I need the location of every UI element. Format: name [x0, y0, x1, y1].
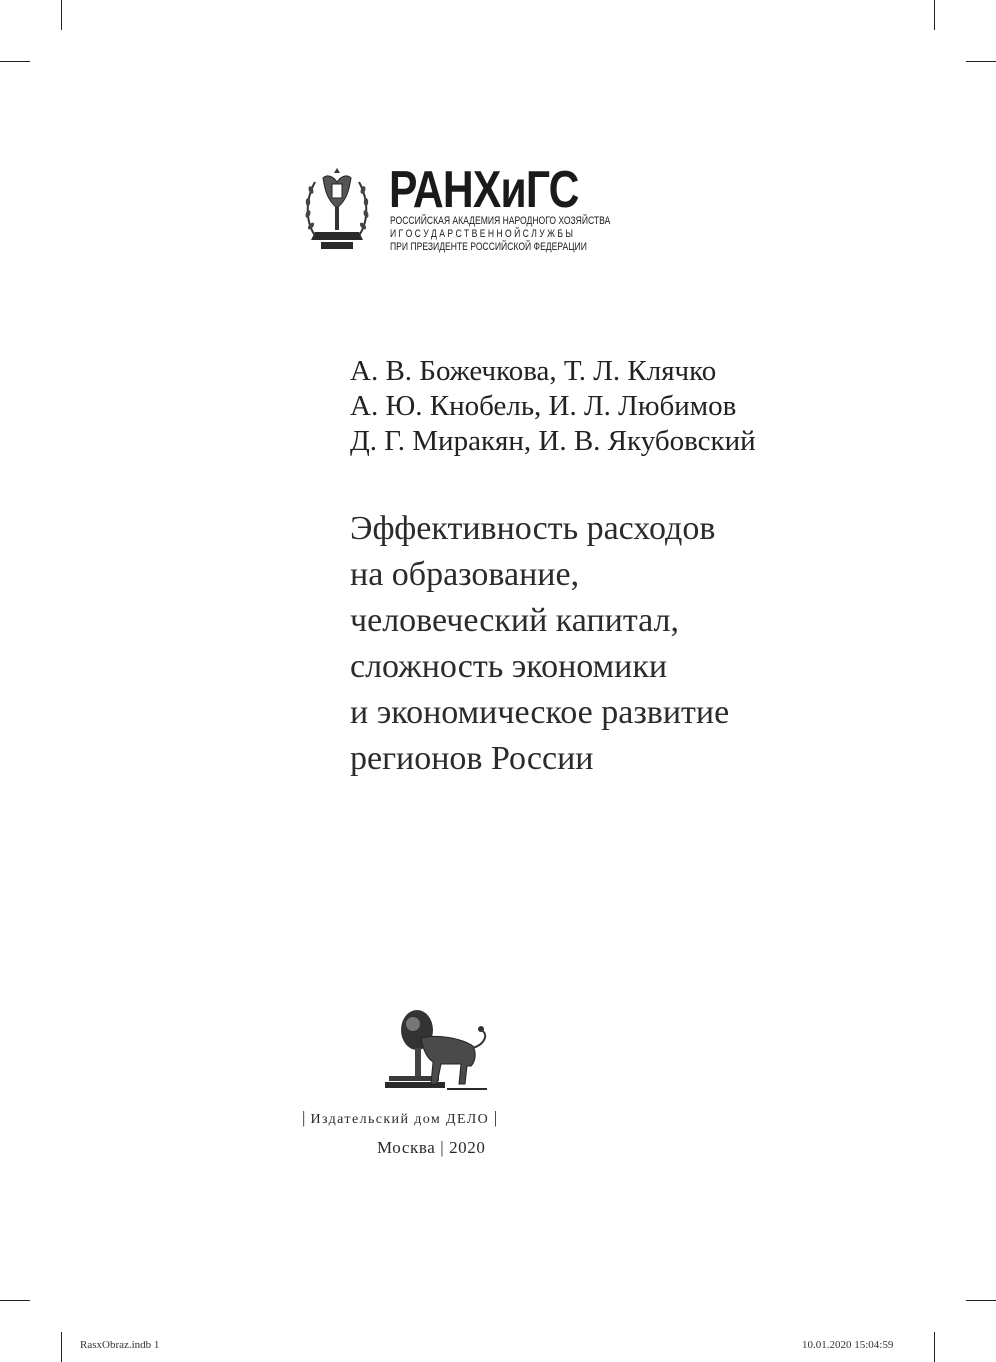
authors-block: [350, 354, 756, 459]
author-line: А. Ю. Кнобель, И. Л. Любимов: [350, 390, 737, 422]
publisher-label: Издательский дом ДЕЛО: [310, 1112, 490, 1127]
crop-mark: [0, 1300, 30, 1301]
lion-logo-icon: [381, 1004, 496, 1094]
brand-subtitle-line: РОССИЙСКАЯ АКАДЕМИЯ НАРОДНОГО ХОЗЯЙСТВА: [390, 215, 611, 227]
book-title: [350, 506, 729, 782]
separator-bar: |: [302, 1108, 306, 1127]
title-line: регионов России: [350, 740, 594, 777]
crop-mark: [0, 61, 30, 62]
separator-bar: |: [493, 1108, 498, 1127]
title-line: и экономическое развитие: [350, 694, 730, 731]
author-line: А. В. Божечкова, Т. Л. Клячко: [350, 355, 717, 387]
title-line: человеческий капитал,: [350, 602, 679, 639]
title-line: Эффективность расходов: [350, 510, 716, 547]
crop-mark: [966, 61, 996, 62]
brand-name: РАНХиГС: [389, 161, 579, 219]
brand-subtitle-line: И Г О С У Д А Р С Т В Е Н Н О Й С Л У Ж Б Ы: [390, 228, 573, 240]
publisher-name: [302, 1107, 498, 1131]
title-line: на образование,: [350, 556, 580, 593]
author-line: Д. Г. Миракян, И. В. Якубовский: [350, 425, 756, 457]
crop-mark: [61, 0, 62, 30]
crop-mark: [61, 1332, 62, 1362]
slug-datetime: 10.01.2020 15:04:59: [802, 1339, 894, 1351]
crop-mark: [934, 1332, 935, 1362]
crop-mark: [934, 0, 935, 30]
slug-filename: RasxObraz.indb 1: [80, 1339, 160, 1351]
city-year: Москва | 2020: [377, 1138, 486, 1157]
brand-subtitle-line: ПРИ ПРЕЗИДЕНТЕ РОССИЙСКОЙ ФЕДЕРАЦИИ: [390, 241, 587, 253]
crop-mark: [966, 1300, 996, 1301]
emblem-icon: [303, 160, 371, 252]
title-line: сложность экономики: [350, 648, 668, 685]
